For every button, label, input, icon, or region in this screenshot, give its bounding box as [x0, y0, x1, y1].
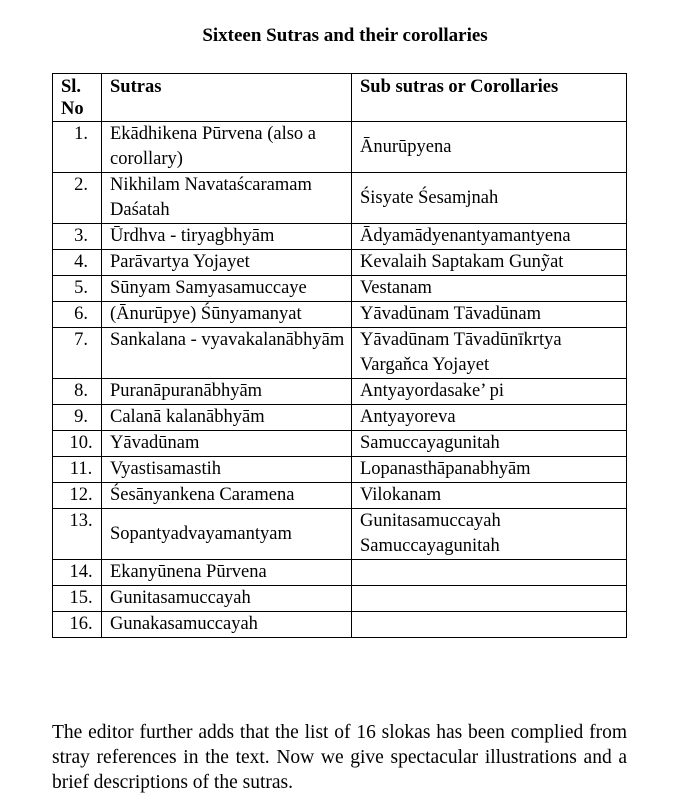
table-row	[53, 173, 627, 224]
table-row	[53, 276, 627, 302]
column-header-sutras: Sutras	[102, 74, 352, 122]
sub-sutra-cell: Gunitasamuccayah Samuccayagunitah	[352, 509, 627, 560]
serial-no-cell: 9.	[53, 405, 102, 431]
serial-no-cell: 13.	[53, 509, 102, 560]
table-row	[53, 586, 627, 612]
sub-sutra-cell: Śisyate Śesamjnah	[352, 173, 627, 224]
serial-no-cell: 7.	[53, 328, 102, 379]
sub-sutra-cell: Vestanam	[352, 276, 627, 302]
table-row	[53, 122, 627, 173]
table-row	[53, 250, 627, 276]
serial-no-cell: 6.	[53, 302, 102, 328]
table-row	[53, 457, 627, 483]
sutra-cell: Nikhilam Navataścaramam Daśatah	[102, 173, 352, 224]
sutra-cell: Ekanyūnena Pūrvena	[102, 560, 352, 586]
serial-no-cell: 4.	[53, 250, 102, 276]
sutra-cell: Gunakasamuccayah	[102, 612, 352, 638]
sub-sutra-cell	[352, 560, 627, 586]
serial-no-cell: 16.	[53, 612, 102, 638]
table-row	[53, 405, 627, 431]
sub-sutra-cell: Lopanasthāpanabhyām	[352, 457, 627, 483]
serial-no-cell: 2.	[53, 173, 102, 224]
sutra-cell: Ekādhikena Pūrvena (also a corollary)	[102, 122, 352, 173]
table-row	[53, 560, 627, 586]
sutra-cell: Parāvartya Yojayet	[102, 250, 352, 276]
sub-sutra-cell: Ānurūpyena	[352, 122, 627, 173]
body-paragraph: The editor further adds that the list of 16 slokas has been complied from stray references in the text. Now we give spectacular illustrations and a brief descriptions of the sutras.	[52, 721, 627, 793]
sub-sutra-cell: Antyayordasake’ pi	[352, 379, 627, 405]
sub-sutra-cell: Ādyamādyenantyamantyena	[352, 224, 627, 250]
table-row	[53, 483, 627, 509]
serial-no-cell: 11.	[53, 457, 102, 483]
sub-sutra-cell: Yāvadūnam Tāvadūnīkrtya Vargaňca Yojayet	[352, 328, 627, 379]
sub-sutra-cell: Yāvadūnam Tāvadūnam	[352, 302, 627, 328]
sutra-cell: Calanā kalanābhyām	[102, 405, 352, 431]
table-row	[53, 509, 627, 560]
sutra-cell: Sūnyam Samyasamuccaye	[102, 276, 352, 302]
sub-sutra-cell	[352, 612, 627, 638]
sutra-cell: Gunitasamuccayah	[102, 586, 352, 612]
sutra-cell: Sopantyadvayamantyam	[102, 509, 352, 560]
sub-sutra-cell: Antyayoreva	[352, 405, 627, 431]
serial-no-cell: 12.	[53, 483, 102, 509]
serial-no-cell: 3.	[53, 224, 102, 250]
sutra-cell: Puranāpuranābhyām	[102, 379, 352, 405]
sutra-cell: Ūrdhva - tiryagbhyām	[102, 224, 352, 250]
sutra-cell: Yāvadūnam	[102, 431, 352, 457]
serial-no-cell: 10.	[53, 431, 102, 457]
sub-sutra-cell	[352, 586, 627, 612]
table-row	[53, 612, 627, 638]
sutras-table	[52, 73, 627, 638]
serial-no-cell: 5.	[53, 276, 102, 302]
table-row	[53, 431, 627, 457]
table-header-row	[53, 74, 627, 122]
serial-no-cell: 15.	[53, 586, 102, 612]
serial-no-cell: 14.	[53, 560, 102, 586]
sutra-cell: Vyastisamastih	[102, 457, 352, 483]
page-title: Sixteen Sutras and their corollaries	[202, 25, 488, 46]
sub-sutra-cell: Kevalaih Saptakam Gunỹat	[352, 250, 627, 276]
sutra-cell: (Ānurūpye) Śūnyamanyat	[102, 302, 352, 328]
column-header-serial-no: Sl. No	[53, 74, 102, 122]
sutra-cell: Śesānyankena Caramena	[102, 483, 352, 509]
column-header-sub-sutras: Sub sutras or Corollaries	[352, 74, 627, 122]
sub-sutra-cell: Vilokanam	[352, 483, 627, 509]
table-row	[53, 224, 627, 250]
sutra-cell: Sankalana - vyavakalanābhyām	[102, 328, 352, 379]
serial-no-cell: 8.	[53, 379, 102, 405]
table-row	[53, 328, 627, 379]
serial-no-cell: 1.	[53, 122, 102, 173]
table-row	[53, 302, 627, 328]
table-row	[53, 379, 627, 405]
sub-sutra-cell: Samuccayagunitah	[352, 431, 627, 457]
